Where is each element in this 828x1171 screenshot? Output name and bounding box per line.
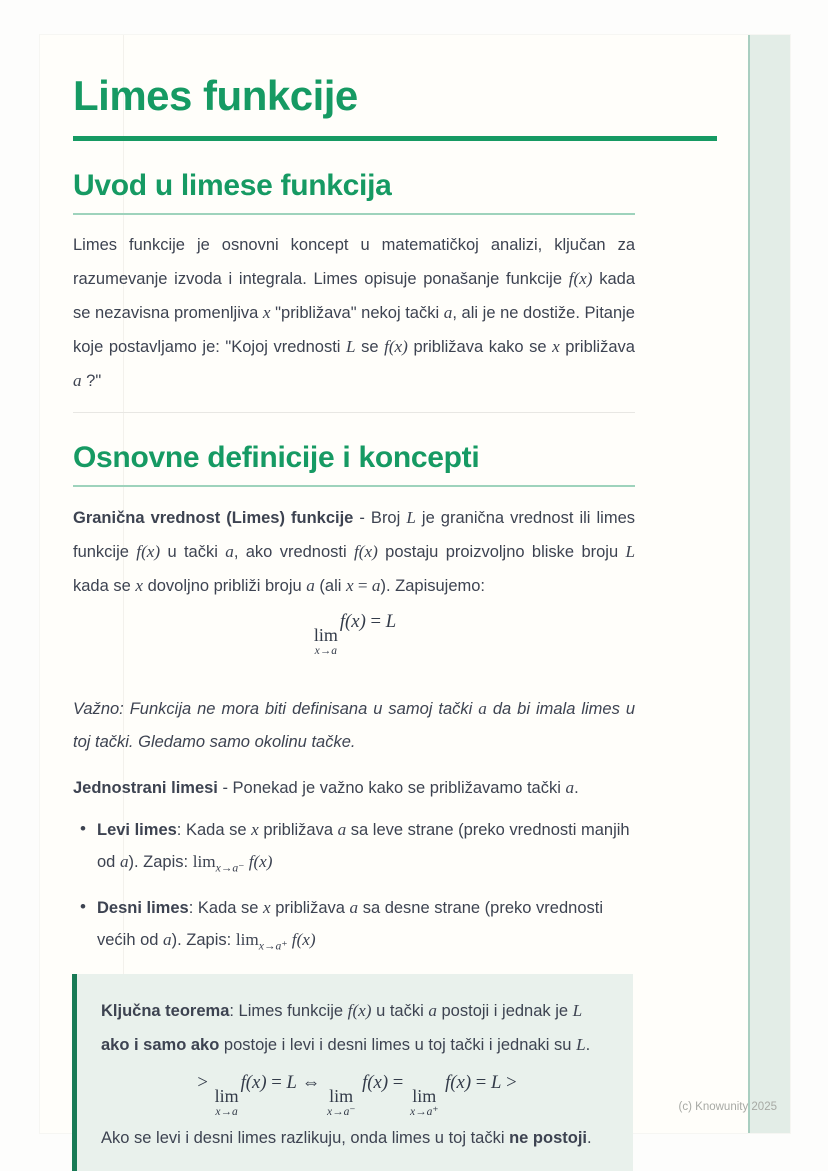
key-theorem-box: [72, 974, 633, 1171]
page-title: Limes funkcije: [73, 72, 358, 119]
copyright-watermark: (c) Knowunity 2025: [678, 1101, 777, 1113]
one-sided-limits-list: [73, 814, 635, 962]
intro-heading-underline: [73, 213, 635, 215]
right-margin-stripe: [748, 35, 790, 1133]
theorem-formula: > lim x→a f(x) = L ⇔ lim x→a⁻ f(x) = lim x→a⁺ f(x) = L >: [197, 1071, 517, 1118]
list-item-right-limit: • Desni limes: Kada se x približava a sa desne strane (preko vrednosti većih od a). Zapis: $\lim_{x\to a^+} f(x)$: [73, 892, 635, 961]
section-heading-intro: Uvod u limese funkcija: [73, 169, 392, 203]
important-note: Važno: Funkcija ne mora biti definisana u samoj tački a da bi imala limes u toj tački. Gledamo samo okolinu tačke.: [73, 698, 635, 751]
page-content: [73, 35, 635, 1171]
intro-paragraph: Limes funkcije je osnovni koncept u matematičkoj analizi, ključan za razumevanje izvoda i integrala. Limes opisuje ponašanje funkcije f(x) kada se nezavisna promenljiva x "približava" nekoj tački a, ali je ne dostiže. Pitanje koje postavljamo je: "Kojoj vrednosti L se f(x) približava kako se x približava a ?": [73, 236, 635, 391]
one-sided-paragraph: Jednostrani limesi - Ponekad je važno kako se približavamo tački a.: [73, 777, 579, 797]
section-divider: [73, 412, 635, 413]
definition-paragraph: Granična vrednost (Limes) funkcije - Broj L je granična vrednost ili limes funkcije f(x) u tački a, ako vrednosti f(x) postaju proizvoljno bliske broju L kada se x dovoljno približi broju a (ali x = a). Zapisujemo:: [73, 508, 636, 596]
limit-formula: lim x→a f(x) = L: [313, 611, 397, 658]
section-heading-definitions: Osnovne definicije i koncepti: [73, 441, 480, 475]
list-item-left-limit: • Levi limes: Kada se x približava a sa leve strane (preko vrednosti manjih od a). Zapis: $\lim_{x\to a^-} f(x)$: [73, 814, 635, 883]
document-page: [40, 35, 790, 1148]
definitions-heading-underline: [73, 485, 635, 487]
theorem-footer-text: Ako se levi i desni limes razlikuju, onda limes u toj tački ne postoji.: [101, 1129, 592, 1148]
theorem-text: Ključna teorema: Limes funkcije f(x) u tački a postoji i jednak je L ako i samo ako postoje i levi i desni limes u toj tački i jednaki su L.: [101, 1000, 591, 1054]
title-rule: [73, 136, 717, 141]
